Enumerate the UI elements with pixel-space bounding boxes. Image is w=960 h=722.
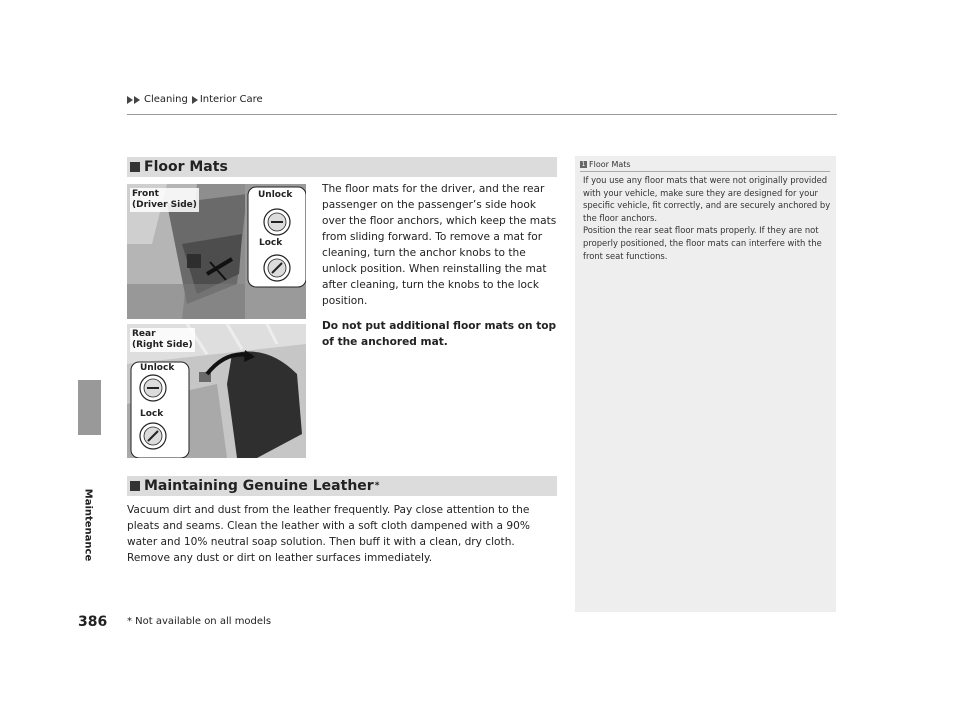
section-heading-floor-mats <box>127 157 557 177</box>
header-divider <box>127 114 837 115</box>
note-icon: 1 <box>581 161 586 168</box>
breadcrumb-item-interior-care[interactable]: Interior Care <box>199 94 263 105</box>
breadcrumb <box>127 94 263 105</box>
heading-square-icon <box>130 162 140 172</box>
side-note-paragraph: If you use any floor mats that were not originally provided with your vehicle, make sure they are designed for your specific vehicle, fit correctly, and are securely anchored by the floor anchors. <box>583 175 831 223</box>
lock-label: Lock <box>140 409 164 419</box>
unlock-label: Unlock <box>258 190 293 200</box>
side-note-divider <box>580 171 830 172</box>
side-note-title: 1 Floor Mats <box>581 160 631 169</box>
side-note-body <box>583 174 831 262</box>
side-note-paragraph: Position the rear seat floor mats properly. If they are not properly positioned, the floor mats can interfere with the front seat functions. <box>583 225 822 261</box>
floor-mats-warning: Do not put additional floor mats on top of the anchored mat. <box>322 320 557 348</box>
page-number: 386 <box>78 614 108 630</box>
breadcrumb-arrow-icon <box>192 96 198 104</box>
floor-mats-body <box>322 181 558 350</box>
lock-knob-icon <box>264 255 290 281</box>
leather-paragraph: Vacuum dirt and dust from the leather frequently. Pay close attention to the pleats and seams. Clean the leather with a soft cloth dampened with a 90% water and 10% neutral soap solution. Then buff it with a clean, dry cloth. Remove any dust or dirt on leather surfaces immediately. <box>127 504 530 564</box>
floor-mats-paragraph: The floor mats for the driver, and the rear passenger on the passenger’s side hook over the floor anchors, which keep the mats from sliding forward. To remove a mat for cleaning, turn the anchor knobs to the unlock position. When reinstalling the mat after cleaning, turn the knobs to the lock position. <box>322 183 557 307</box>
unlock-knob-icon <box>264 209 290 235</box>
section-title: Floor Mats <box>144 159 228 175</box>
figure-caption-front: Front (Driver Side) <box>132 189 197 210</box>
breadcrumb-arrow-icon <box>134 96 140 104</box>
breadcrumb-item-cleaning[interactable]: Cleaning <box>144 94 188 105</box>
chapter-label: Maintenance <box>82 488 94 562</box>
availability-marker: * <box>374 481 380 491</box>
figure-rear-right-side <box>127 324 306 458</box>
section-title: Maintaining Genuine Leather <box>144 478 374 494</box>
footnote: * Not available on all models <box>127 616 272 627</box>
unlock-label: Unlock <box>140 363 175 373</box>
lock-label: Lock <box>259 238 283 248</box>
figure-front-driver-side <box>127 184 306 319</box>
chapter-tab <box>78 380 101 435</box>
unlock-knob-icon <box>140 375 166 401</box>
section-heading-leather <box>127 476 557 496</box>
heading-square-icon <box>130 481 140 491</box>
figure-caption-rear: Rear (Right Side) <box>132 329 193 350</box>
lock-knob-icon <box>140 423 166 449</box>
breadcrumb-arrow-icon <box>127 96 133 104</box>
